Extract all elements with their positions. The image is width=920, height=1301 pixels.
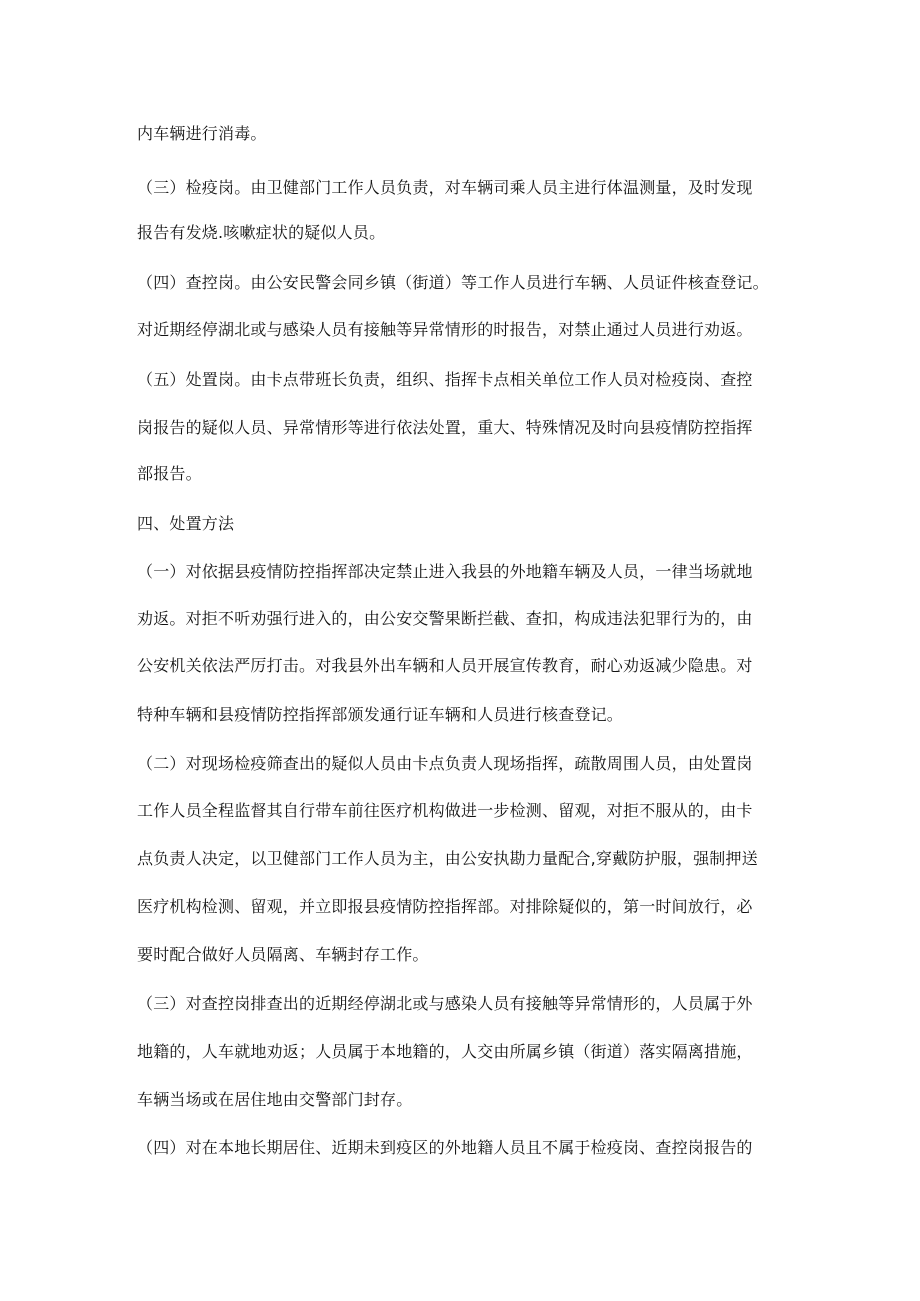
text-line: 对近期经停湖北或与感染人员有接触等异常情形的时报告，对禁止通过人员进行劝返。 [137, 320, 753, 339]
text-line: （二）对现场检疫筛查出的疑似人员由卡点负责人现场指挥，疏散周围人员，由处置岗 [137, 754, 753, 773]
text-line: 工作人员全程监督其自行带车前往医疗机构做进一步检测、留观，对拒不服从的，由卡 [137, 801, 753, 820]
text-line: （五）处置岗。由卡点带班长负责，组织、指挥卡点相关单位工作人员对检疫岗、查控 [137, 370, 753, 389]
text-line: （一）对依据县疫情防控指挥部决定禁止进入我县的外地籍车辆及人员，一律当场就地 [137, 562, 753, 581]
text-line: 特种车辆和县疫情防控指挥部颁发通行证车辆和人员进行核查登记。 [137, 705, 624, 724]
text-line: 报告有发烧.咳嗽症状的疑似人员。 [137, 223, 386, 242]
text-line: （四）对在本地长期居住、近期未到疫区的外地籍人员且不属于检疫岗、查控岗报告的 [137, 1138, 753, 1157]
text-line: 地籍的，人车就地劝返；人员属于本地籍的，人交由所属乡镇（街道）落实隔离措施， [137, 1042, 753, 1061]
text-line: 岗报告的疑似人员、异常情形等进行依法处置，重大、特殊情况及时向县疫情防控指挥 [137, 418, 753, 437]
text-line: 部报告。 [137, 464, 202, 483]
text-line: 点负责人决定，以卫健部门工作人员为主，由公安执勘力量配合,穿戴防护服，强制押送 [137, 849, 758, 868]
section-heading: 四、处置方法 [137, 514, 235, 533]
text-line: 劝返。对拒不听劝强行进入的，由公安交警果断拦截、查扣，构成违法犯罪行为的，由 [137, 609, 753, 628]
text-line: （三）对查控岗排查出的近期经停湖北或与感染人员有接触等异常情形的，人员属于外 [137, 994, 753, 1013]
text-line: 内车辆进行消毒。 [137, 124, 267, 143]
text-line: 公安机关依法严厉打击。对我县外出车辆和人员开展宣传教育，耐心劝返减少隐患。对 [137, 656, 753, 675]
text-line: 要时配合做好人员隔离、车辆封存工作。 [137, 945, 429, 964]
text-line: 医疗机构检测、留观，并立即报县疫情防控指挥部。对排除疑似的，第一时间放行，必 [137, 897, 753, 916]
text-line: 车辆当场或在居住地由交警部门封存。 [137, 1090, 413, 1109]
text-line: （三）检疫岗。由卫健部门工作人员负责，对车辆司乘人员主进行体温测量，及时发现 [137, 178, 753, 197]
text-line: （四）查控岗。由公安民警会同乡镇（街道）等工作人员进行车辆、人员证件核查登记。 [137, 273, 769, 292]
